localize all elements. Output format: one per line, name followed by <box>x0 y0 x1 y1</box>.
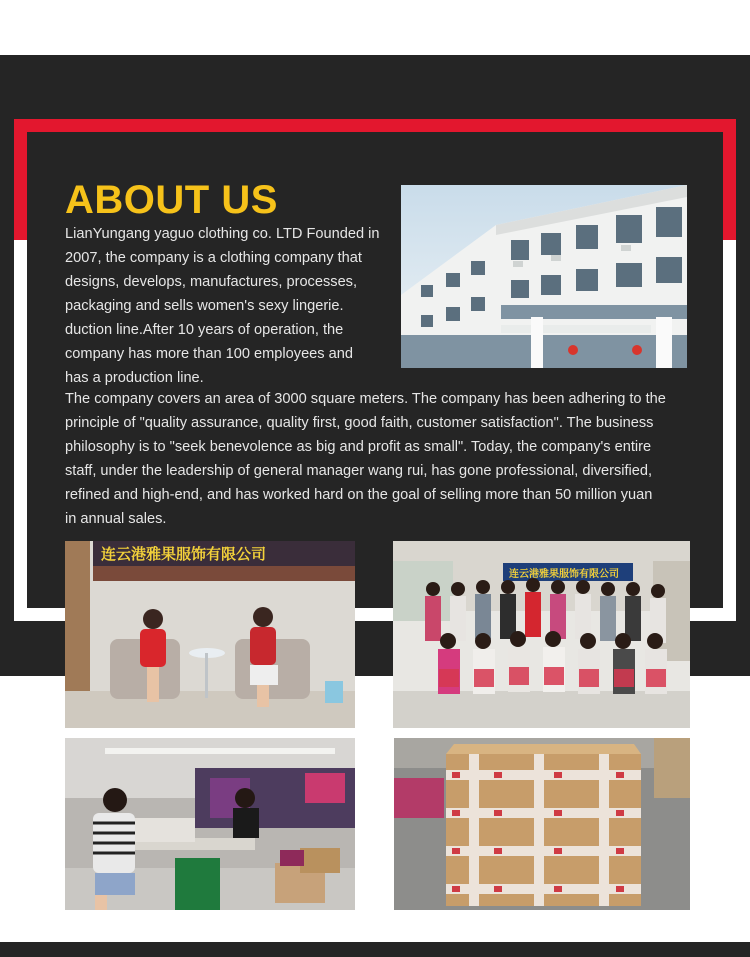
team-banner-text: 连云港雅果服饰有限公司 <box>509 569 619 580</box>
company-description <box>65 387 695 531</box>
intro-line: packaging and sells women's sexy lingerie. <box>65 298 344 314</box>
description-line: staff, under the leadership of general manager wang rui, has gone professional, diversified, <box>65 463 653 479</box>
description-line: in annual sales. <box>65 511 167 527</box>
intro-line: has a production line. <box>65 370 204 386</box>
factory-building-photo <box>401 185 687 368</box>
team-group-photo <box>393 541 690 728</box>
description-line: philosophy is to "seek benevolence as big and profit as small". Today, the company's entire <box>65 439 652 455</box>
intro-line: LianYungang yaguo clothing co. LTD Founded in <box>65 226 380 242</box>
packaged-boxes-photo <box>394 738 690 910</box>
intro-paragraph <box>65 222 383 390</box>
office-lounge-photo <box>65 541 355 728</box>
description-line: The company covers an area of 3000 square meters. The company has been adhering to the <box>65 391 666 407</box>
footer-dark-strip <box>0 942 750 957</box>
sewing-workshop-photo <box>65 738 355 910</box>
description-line: refined and high-end, and has worked hard on the goal of selling more than 50 million yuan <box>65 487 653 503</box>
intro-line: designs, develops, manufactures, processes, <box>65 274 358 290</box>
about-us-title: ABOUT US <box>65 178 278 222</box>
intro-line: 2007, the company is a clothing company that <box>65 250 362 266</box>
intro-line: company has more than 100 employees and <box>65 346 353 362</box>
company-banner-text: 连云港雅果服饰有限公司 <box>101 545 267 563</box>
intro-line: duction line.After 10 years of operation, the <box>65 322 344 338</box>
description-line: principle of "quality assurance, quality first, good faith, customer satisfaction". The business <box>65 415 654 431</box>
